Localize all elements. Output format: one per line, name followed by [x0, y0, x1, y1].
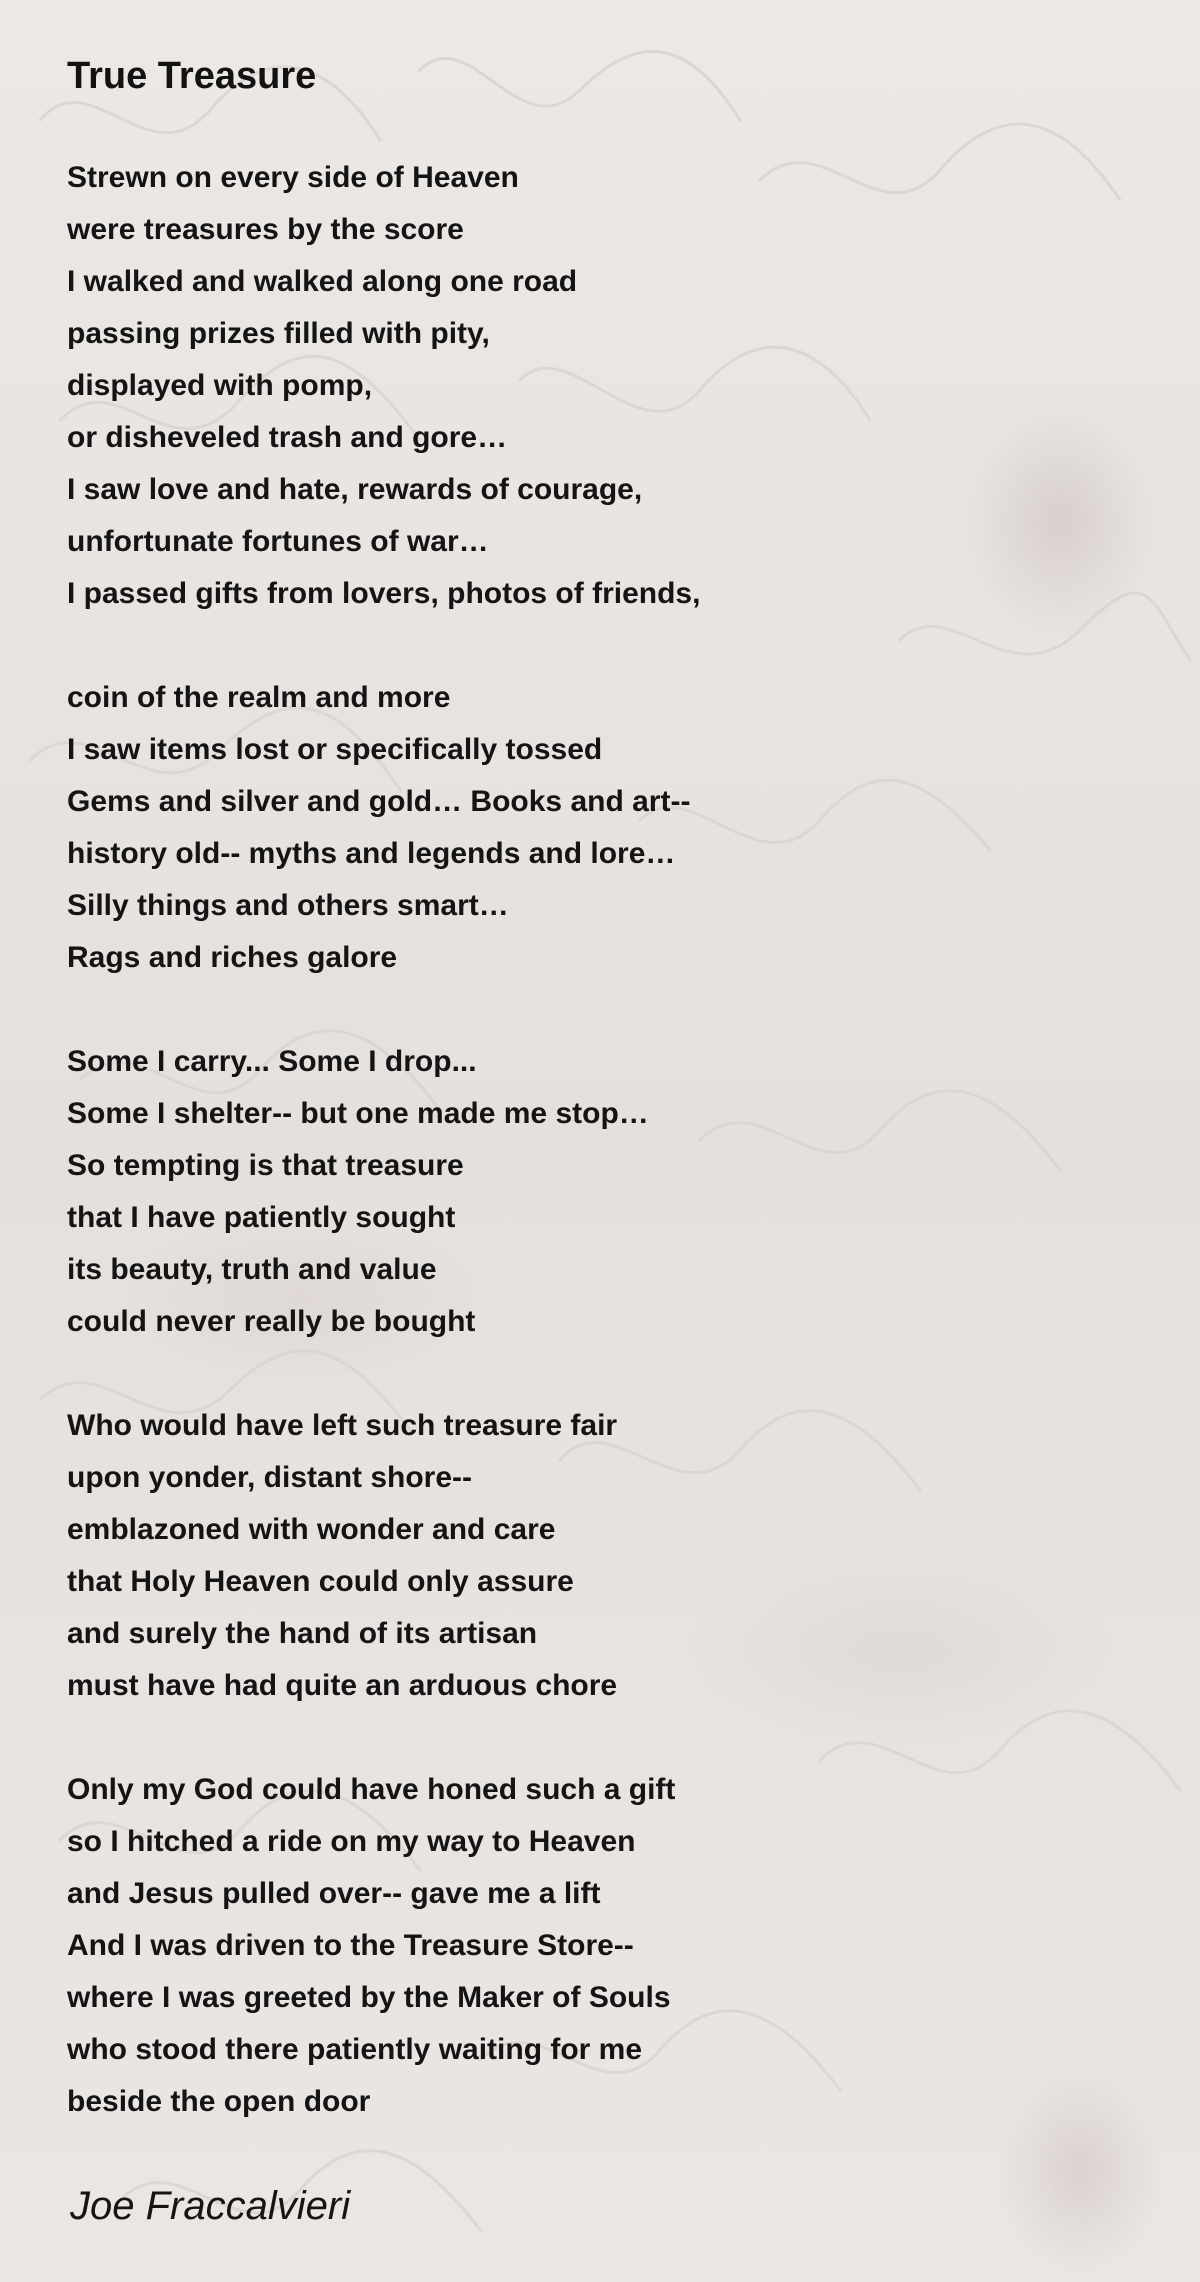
poem-line: emblazoned with wonder and care [67, 1513, 556, 1546]
poem-line: its beauty, truth and value [67, 1253, 437, 1286]
poem-body [67, 152, 1067, 2180]
poem-line: who stood there patiently waiting for me [67, 2033, 643, 2066]
poem-line: I saw love and hate, rewards of courage, [67, 473, 643, 506]
poem-line: so I hitched a ride on my way to Heaven [67, 1825, 636, 1858]
poem-card [67, 48, 1147, 2118]
poem-line: So tempting is that treasure [67, 1149, 464, 1182]
poem-line: Gems and silver and gold… Books and art-- [67, 785, 691, 818]
poem-line: Silly things and others smart… [67, 889, 509, 922]
poem-line: where I was greeted by the Maker of Souls [67, 1981, 671, 2014]
poem-line: Some I shelter-- but one made me stop… [67, 1097, 649, 1130]
stanza [67, 152, 1067, 620]
poem-line: or disheveled trash and gore… [67, 421, 508, 454]
poem-line: that Holy Heaven could only assure [67, 1565, 574, 1598]
poem-line: Some I carry... Some I drop... [67, 1045, 477, 1078]
poem-line: unfortunate fortunes of war… [67, 525, 489, 558]
poem-line: could never really be bought [67, 1305, 476, 1338]
poem-line: upon yonder, distant shore-- [67, 1461, 473, 1494]
stanza [67, 1764, 1067, 2128]
poem-line: history old-- myths and legends and lore… [67, 837, 676, 870]
poem-line: displayed with pomp, [67, 369, 373, 402]
poem-line: Only my God could have honed such a gift [67, 1773, 676, 1806]
poem-line: beside the open door [67, 2085, 371, 2118]
stanza [67, 1036, 1067, 1348]
poem-line: and Jesus pulled over-- gave me a lift [67, 1877, 601, 1910]
poem-line: Rags and riches galore [67, 941, 398, 974]
poem-line: I passed gifts from lovers, photos of friends, [67, 577, 701, 610]
poem-line: passing prizes filled with pity, [67, 317, 490, 350]
poem-line: coin of the realm and more [67, 681, 451, 714]
poem-line: and surely the hand of its artisan [67, 1617, 538, 1650]
poem-title: True Treasure [67, 55, 317, 97]
poem-line: were treasures by the score [67, 213, 464, 246]
poem-author: Joe Fraccalvieri [70, 2184, 351, 2228]
poem-line: must have had quite an arduous chore [67, 1669, 618, 1702]
poem-line: Strewn on every side of Heaven [67, 161, 519, 194]
poem-line: And I was driven to the Treasure Store-- [67, 1929, 634, 1962]
poem-line: that I have patiently sought [67, 1201, 456, 1234]
poem-line: I saw items lost or specifically tossed [67, 733, 603, 766]
poem-line: Who would have left such treasure fair [67, 1409, 618, 1442]
poem-line: I walked and walked along one road [67, 265, 578, 298]
stanza [67, 672, 1067, 984]
stanza [67, 1400, 1067, 1712]
